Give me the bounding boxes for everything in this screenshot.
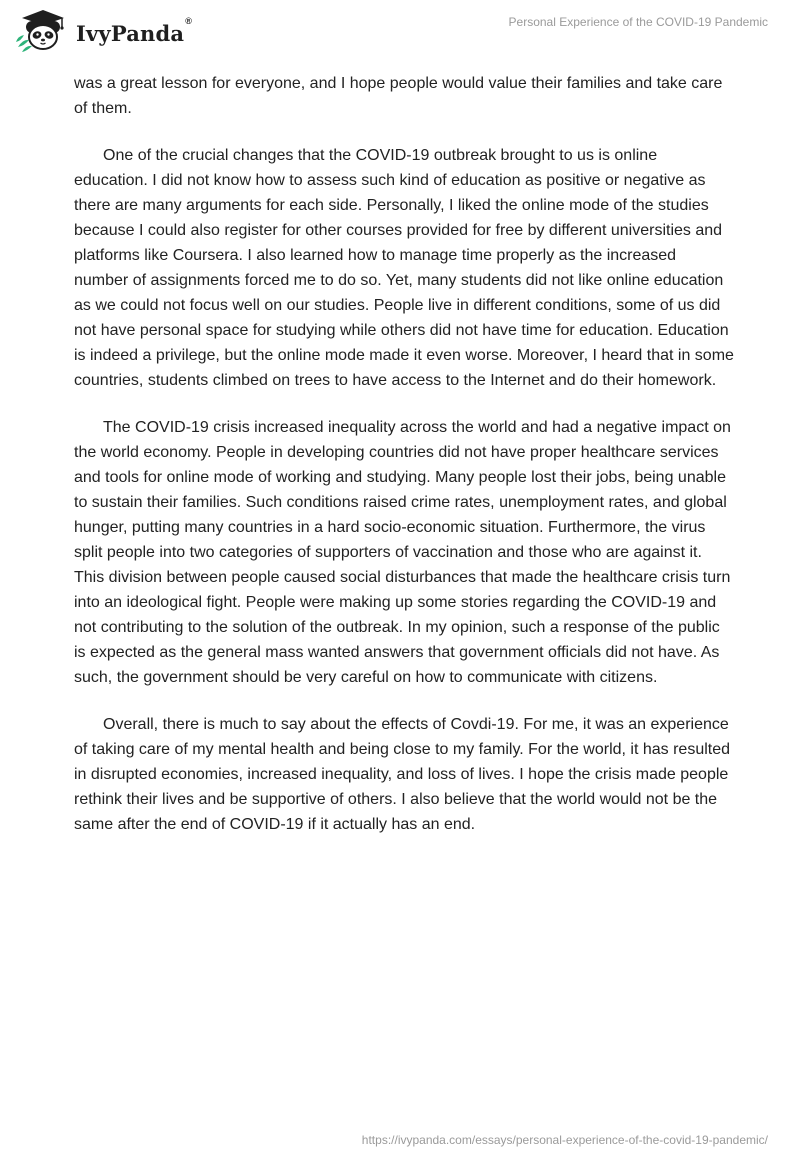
panda-graduate-icon (14, 9, 72, 53)
paragraph-online-education: One of the crucial changes that the COVID-19 outbreak brought to us is online education. I did not know how to assess such kind of education as positive or negative as there are many arguments for each side. Personally, I liked the online mode of the studies because I could also register for other courses provided for free by different universities and platforms like Coursera. I also learned how to manage time properly as the increased number of assignments forced me to do so. Yet, many students did not like online education as we could not focus well on our studies. People live in different conditions, some of us did not have personal space for studying while others did not have time for education. Education is indeed a privilege, but the online mode made it even worse. Moreover, I heard that in some countries, students climbed on trees to have access to the Internet and do their homework. (74, 147, 734, 389)
page-header (0, 0, 800, 62)
paragraph-inequality: The COVID-19 crisis increased inequality across the world and had a negative impact on the world economy. People in developing countries did not have proper healthcare services and tools for online mode of working and studying. Many people lost their jobs, being unable to sustain their families. Such conditions raised crime rates, unemployment rates, and global hunger, putting many countries in a hard socio-economic situation. Furthermore, the virus split people into two categories of supporters of vaccination and those who are against it. This division between people caused social disturbances that made the healthcare crisis turn into an ideological fight. People were making up some stories regarding the COVID-19 and not contributing to the solution of the outbreak. In my opinion, such a response of the public is expected as the general mass wanted answers that government officials did not have. As such, the government should be very careful on how to communicate with citizens. (74, 419, 731, 686)
brand-name: IvyPanda (76, 20, 185, 46)
source-url[interactable]: https://ivypanda.com/essays/personal-experience-of-the-covid-19-pandemic/ (361, 1133, 768, 1147)
ivypanda-logo[interactable] (14, 9, 192, 53)
essay-body (74, 71, 734, 859)
registered-mark: ® (185, 16, 192, 26)
paragraph-continuation: was a great lesson for everyone, and I hope people would value their families and take care of them. (74, 75, 723, 117)
document-title: Personal Experience of the COVID-19 Pandemic (508, 15, 768, 29)
paragraph-conclusion: Overall, there is much to say about the effects of Covdi-19. For me, it was an experience of taking care of my mental health and being close to my family. For the world, it has resulted in disrupted economies, increased inequality, and loss of lives. I hope the crisis made people rethink their lives and be supportive of others. I also believe that the world would not be the same after the end of COVID-19 if it actually has an end. (74, 716, 731, 833)
